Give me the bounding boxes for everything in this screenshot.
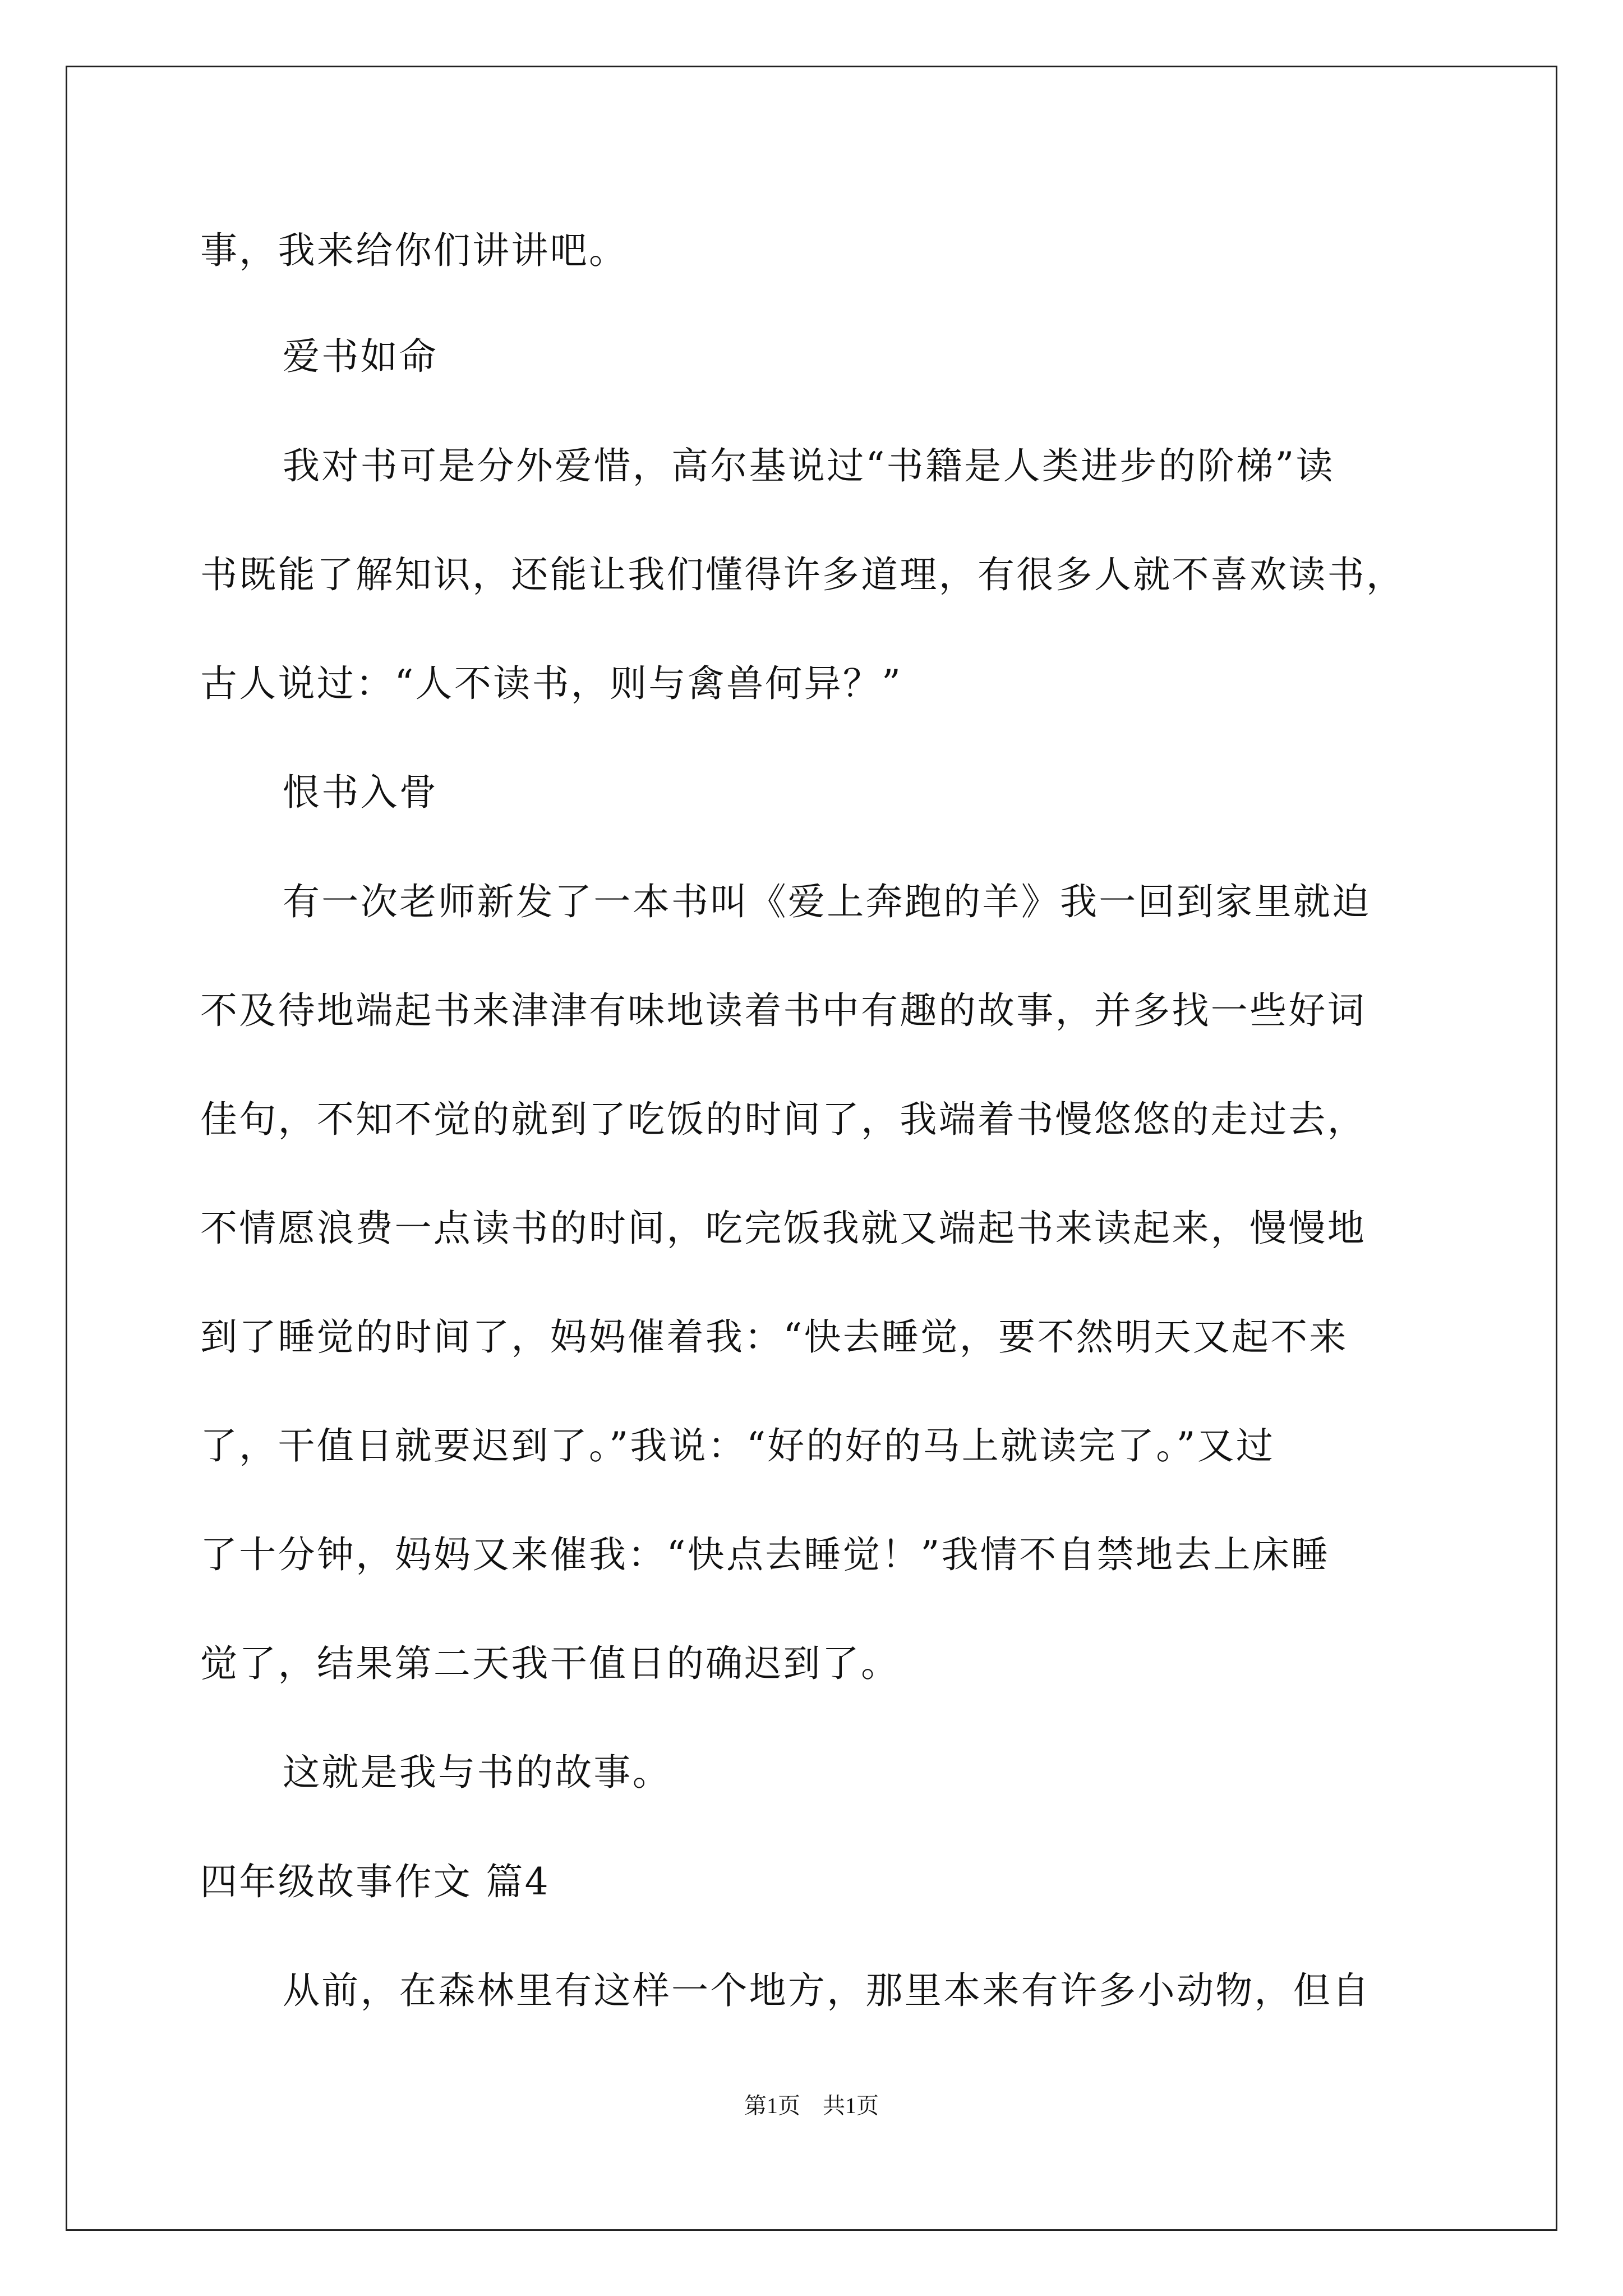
page-footer: 第1页 共1页 <box>744 2093 879 2118</box>
text-line: 佳句，不知不觉的就到了吃饭的时间了，我端着书慢悠悠的走过去， <box>200 1098 1366 1141</box>
text-line: 不及待地端起书来津津有味地读着书中有趣的故事，并多找一些好词 <box>200 989 1366 1032</box>
text-line: 到了睡觉的时间了，妈妈催着我：“快去睡觉，要不然明天又起不来 <box>200 1315 1348 1359</box>
text-line: 古人说过：“人不读书，则与禽兽何异？” <box>200 662 903 705</box>
text-line: 书既能了解知识，还能让我们懂得许多道理，有很多人就不喜欢读书， <box>200 553 1405 596</box>
section-heading: 恨书入骨 <box>283 771 439 814</box>
article-title: 四年级故事作文 篇4 <box>200 1860 550 1903</box>
text-line: 这就是我与书的故事。 <box>283 1751 671 1794</box>
section-heading: 爱书如命 <box>283 335 439 378</box>
text-line: 我对书可是分外爱惜，高尔基说过“书籍是人类进步的阶梯”读 <box>283 444 1335 487</box>
text-line: 觉了，结果第二天我干值日的确迟到了。 <box>200 1642 900 1685</box>
text-line: 事，我来给你们讲讲吧。 <box>200 229 628 272</box>
page-border <box>66 66 1557 2231</box>
text-line: 不情愿浪费一点读书的时间，吃完饭我就又端起书来读起来，慢慢地 <box>200 1207 1366 1250</box>
text-line: 有一次老师新发了一本书叫《爱上奔跑的羊》我一回到家里就迫 <box>283 880 1371 923</box>
text-line: 了十分钟，妈妈又来催我：“快点去睡觉！”我情不自禁地去上床睡 <box>200 1533 1330 1576</box>
text-line: 了，干值日就要迟到了。”我说：“好的好的马上就读完了。”又过 <box>200 1424 1275 1467</box>
text-line: 从前，在森林里有这样一个地方，那里本来有许多小动物，但自 <box>283 1969 1371 2012</box>
